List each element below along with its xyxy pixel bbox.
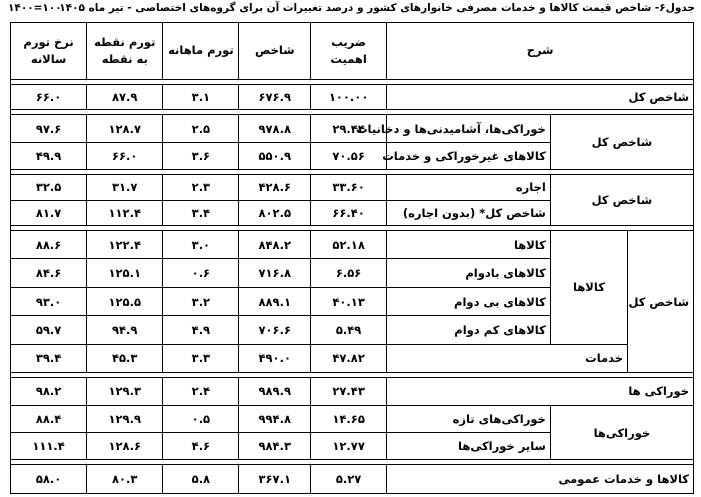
row-label: خوراکی‌ها، آشامیدنی‌ها و دخانیات xyxy=(387,115,551,142)
row-label: اجاره xyxy=(387,175,551,200)
row-label: کالاها xyxy=(387,231,551,259)
cell-monthly: ۳.۱ xyxy=(163,84,239,109)
cell-point: ۱۲۵.۱ xyxy=(87,259,163,287)
cell-monthly: ۳.۰ xyxy=(163,231,239,259)
group-total-index: شاخص کل xyxy=(550,115,693,170)
group-total-index: شاخص کل xyxy=(550,175,693,226)
cell-index: ۴۲۸.۶ xyxy=(239,175,311,200)
header-monthly: تورم ماهانه xyxy=(163,23,239,80)
cell-monthly: ۳.۶ xyxy=(163,142,239,169)
cell-point: ۳۱.۷ xyxy=(87,175,163,200)
cell-point: ۱۲۹.۳ xyxy=(87,378,163,405)
row-label: خوراکی ها xyxy=(387,378,694,405)
row-label: شاخص کل xyxy=(387,84,694,109)
cell-monthly: ۰.۶ xyxy=(163,259,239,287)
row-label: کالاهای کم دوام xyxy=(387,316,551,344)
row-label: کالاهای غیرخوراکی و خدمات xyxy=(387,142,551,169)
row-label: کالاها و خدمات عمومی xyxy=(387,465,694,494)
table-caption xyxy=(8,2,695,16)
cell-monthly: ۲.۵ xyxy=(163,115,239,142)
cell-monthly: ۴.۹ xyxy=(163,316,239,344)
table-row xyxy=(11,84,694,109)
cell-index: ۸۴۸.۲ xyxy=(239,231,311,259)
cell-annual: ۶۶.۰ xyxy=(11,84,87,109)
cell-weight: ۱۲.۷۷ xyxy=(311,433,387,460)
inflation-table xyxy=(10,22,694,494)
cell-annual: ۵۸.۰ xyxy=(11,465,87,494)
cell-weight: ۲۹.۴۴ xyxy=(311,115,387,142)
table-row xyxy=(11,405,694,432)
row-label: خدمات xyxy=(387,344,628,372)
row-label: شاخص کل* (بدون اجاره) xyxy=(387,200,551,225)
row-label: کالاهای بادوام xyxy=(387,259,551,287)
table-row xyxy=(11,231,694,259)
cell-weight: ۴۷.۸۲ xyxy=(311,344,387,372)
cell-weight: ۴۰.۱۳ xyxy=(311,287,387,315)
base-year: ۱۴۰۰=۱۰۰ xyxy=(8,2,62,14)
cell-annual: ۹۳.۰ xyxy=(11,287,87,315)
cell-annual: ۳۲.۵ xyxy=(11,175,87,200)
cell-weight: ۵۲.۱۸ xyxy=(311,231,387,259)
cell-index: ۷۰۶.۶ xyxy=(239,316,311,344)
cell-annual: ۵۹.۷ xyxy=(11,316,87,344)
cell-weight: ۶.۵۶ xyxy=(311,259,387,287)
cell-index: ۹۹۴.۸ xyxy=(239,405,311,432)
cell-annual: ۸۱.۷ xyxy=(11,200,87,225)
cell-point: ۱۱۲.۴ xyxy=(87,200,163,225)
row-label: خوراکی‌های تازه xyxy=(387,405,551,432)
header-index: شاخص xyxy=(239,23,311,80)
group-foods: خوراکی‌ها xyxy=(550,405,693,460)
cell-point: ۱۲۵.۵ xyxy=(87,287,163,315)
cell-annual: ۱۱۱.۴ xyxy=(11,433,87,460)
cell-index: ۸۰۲.۵ xyxy=(239,200,311,225)
cell-monthly: ۰.۵ xyxy=(163,405,239,432)
table-row xyxy=(11,175,694,200)
cell-weight: ۶۶.۴۰ xyxy=(311,200,387,225)
cell-point: ۱۲۹.۹ xyxy=(87,405,163,432)
cell-weight: ۵.۴۹ xyxy=(311,316,387,344)
header-annual: نرخ تورم سالانه xyxy=(11,23,87,80)
header-description: شرح xyxy=(387,23,694,80)
cell-point: ۴۵.۳ xyxy=(87,344,163,372)
cell-index: ۴۹۰.۰ xyxy=(239,344,311,372)
header-point: تورم نقطه به نقطه xyxy=(87,23,163,80)
cell-index: ۸۸۹.۱ xyxy=(239,287,311,315)
cell-weight: ۱۴.۶۵ xyxy=(311,405,387,432)
cell-point: ۶۶.۰ xyxy=(87,142,163,169)
cell-point: ۱۲۸.۷ xyxy=(87,115,163,142)
cell-point: ۹۴.۹ xyxy=(87,316,163,344)
cell-annual: ۸۸.۶ xyxy=(11,231,87,259)
cell-monthly: ۲.۳ xyxy=(163,175,239,200)
cell-annual: ۹۷.۶ xyxy=(11,115,87,142)
cell-monthly: ۴.۶ xyxy=(163,433,239,460)
cell-annual: ۴۹.۹ xyxy=(11,142,87,169)
table-row xyxy=(11,115,694,142)
row-label: سایر خوراکی‌ها xyxy=(387,433,551,460)
cell-weight: ۳۳.۶۰ xyxy=(311,175,387,200)
group-goods: کالاها xyxy=(550,231,627,345)
table-row xyxy=(11,344,694,372)
cell-annual: ۹۸.۲ xyxy=(11,378,87,405)
cell-weight: ۵.۲۷ xyxy=(311,465,387,494)
cell-monthly: ۳.۲ xyxy=(163,287,239,315)
cell-point: ۸۰.۳ xyxy=(87,465,163,494)
cell-weight: ۱۰۰.۰۰ xyxy=(311,84,387,109)
cell-monthly: ۵.۸ xyxy=(163,465,239,494)
cell-weight: ۷۰.۵۶ xyxy=(311,142,387,169)
cell-monthly: ۳.۴ xyxy=(163,200,239,225)
cell-index: ۶۷۶.۹ xyxy=(239,84,311,109)
row-label: کالاهای بی دوام xyxy=(387,287,551,315)
cell-weight: ۲۷.۴۳ xyxy=(311,378,387,405)
cell-index: ۹۸۴.۳ xyxy=(239,433,311,460)
group-total-index: شاخص کل xyxy=(628,231,694,373)
header-weight: ضریب اهمیت xyxy=(311,23,387,80)
cell-annual: ۸۸.۴ xyxy=(11,405,87,432)
table-title: جدول۶- شاخص قیمت کالاها و خدمات مصرفی خانوارهای کشور و درصد تغییرات آن برای گروه‌های اختصاصی - تیر ماه ۱۴۰۵ xyxy=(59,2,695,14)
cell-index: ۹۷۸.۸ xyxy=(239,115,311,142)
cell-annual: ۳۹.۴ xyxy=(11,344,87,372)
cell-annual: ۸۴.۶ xyxy=(11,259,87,287)
cell-point: ۸۷.۹ xyxy=(87,84,163,109)
table-row xyxy=(11,378,694,405)
header-row xyxy=(11,23,694,80)
cell-index: ۹۸۹.۹ xyxy=(239,378,311,405)
cell-point: ۱۲۲.۴ xyxy=(87,231,163,259)
cell-point: ۱۲۸.۶ xyxy=(87,433,163,460)
cell-index: ۳۶۷.۱ xyxy=(239,465,311,494)
cell-index: ۷۱۶.۸ xyxy=(239,259,311,287)
table-row xyxy=(11,465,694,494)
cell-monthly: ۲.۴ xyxy=(163,378,239,405)
cell-monthly: ۳.۳ xyxy=(163,344,239,372)
cell-index: ۵۵۰.۹ xyxy=(239,142,311,169)
